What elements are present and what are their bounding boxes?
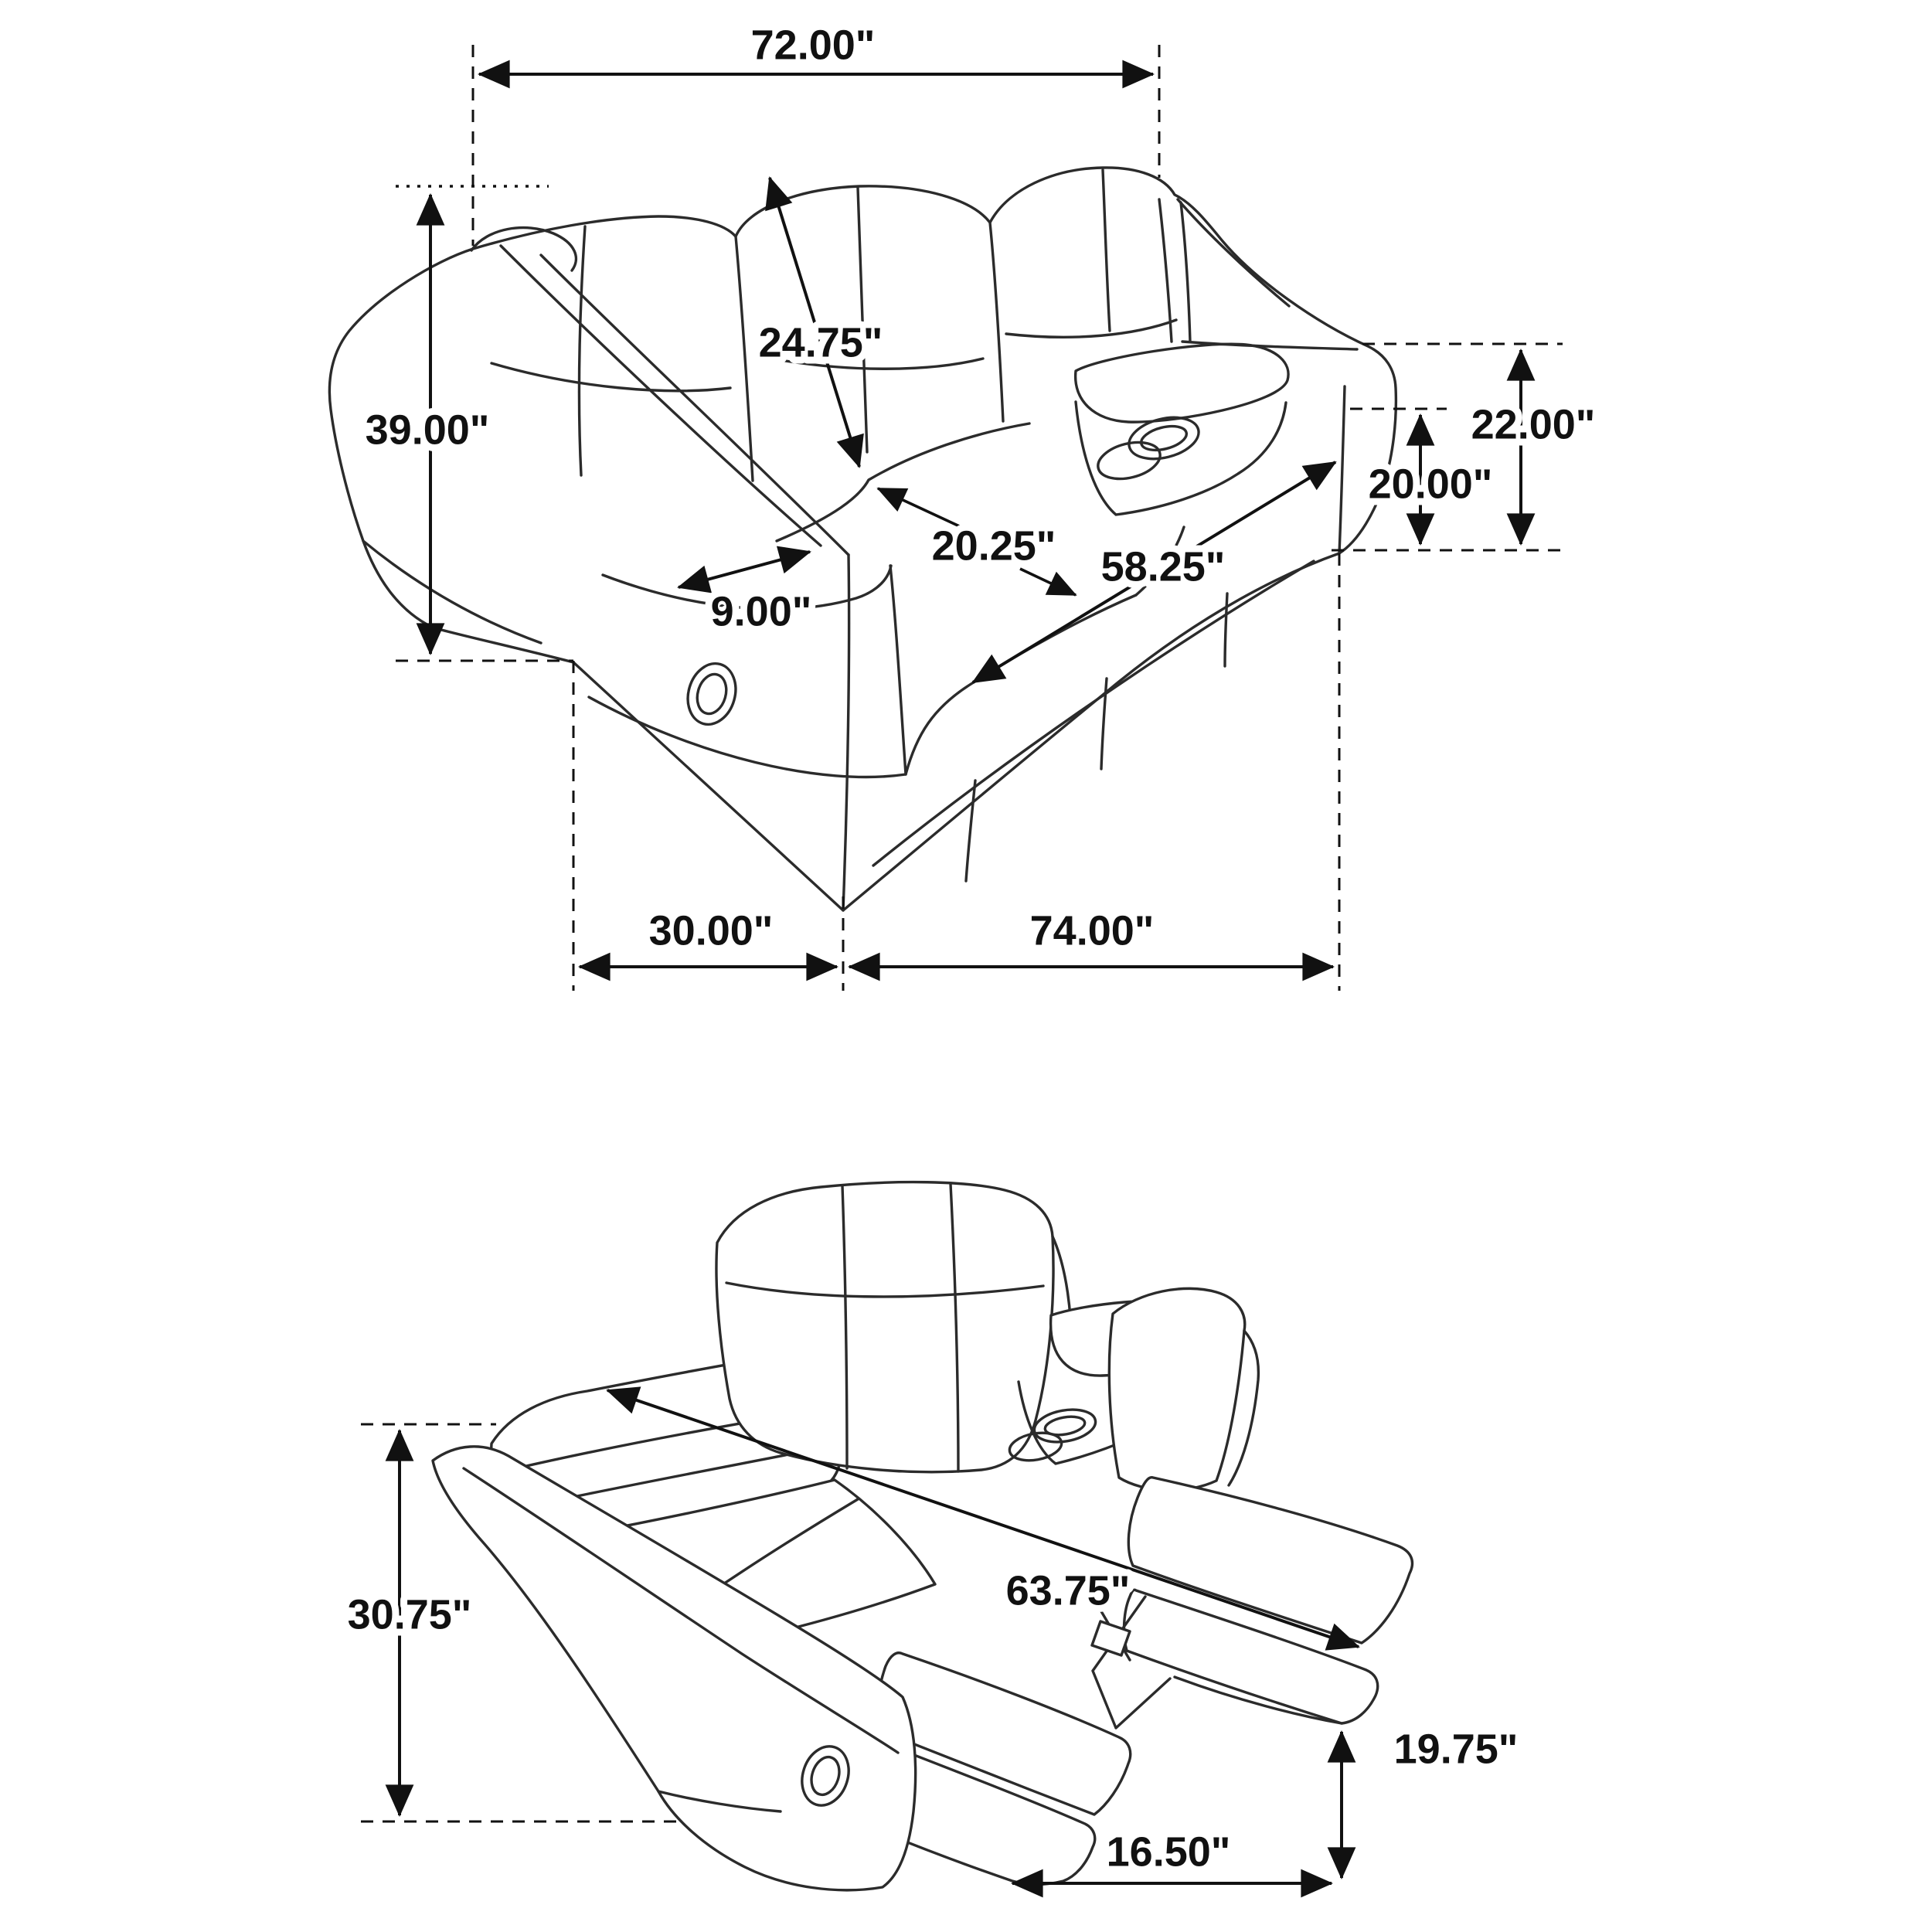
dimension-label: 58.25" — [1100, 543, 1226, 590]
right-armrest-reclined — [1109, 1288, 1244, 1490]
dimension-label: 30.75" — [347, 1591, 472, 1638]
sofa-artwork-upright — [329, 168, 1396, 910]
dimension-label: 39.00" — [365, 406, 490, 454]
dimension-label: 24.75" — [758, 319, 883, 366]
dimension-footrest-height — [1342, 1726, 1518, 1878]
dimension-label: 74.00" — [1029, 907, 1155, 954]
reclined-view — [348, 1182, 1519, 1890]
sofa-artwork-reclined — [433, 1182, 1412, 1890]
cup-holder-icon — [1032, 1405, 1098, 1446]
right-backrest — [716, 1182, 1053, 1472]
dimension-arm-height — [1362, 344, 1595, 544]
dimension-label: 30.00" — [648, 907, 774, 954]
dimension-label: 9.00" — [710, 588, 812, 635]
dimension-label: 22.00" — [1471, 401, 1596, 448]
dimension-label: 20.00" — [1368, 461, 1493, 508]
dimension-label: 20.25" — [931, 522, 1056, 570]
upright-view — [329, 22, 1595, 991]
dimension-label: 16.50" — [1106, 1828, 1231, 1876]
sofa-silhouette — [329, 168, 1396, 910]
dimension-label: 63.75" — [1005, 1567, 1131, 1614]
dimension-label: 19.75" — [1393, 1726, 1519, 1773]
dimension-label: 72.00" — [750, 22, 876, 69]
